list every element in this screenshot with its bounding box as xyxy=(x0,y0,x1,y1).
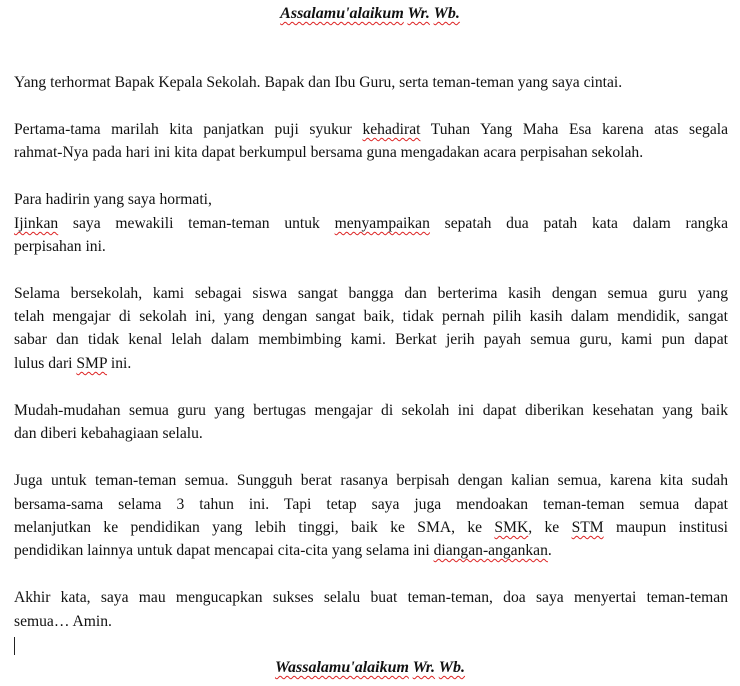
spellcheck-flagged-word: SMK xyxy=(494,519,529,536)
text-run: sabar dan tidak kenal lelah dalam membimbing kami. Berkat jerih payah semua guru, kami pun dapat xyxy=(14,331,728,348)
spellcheck-flagged-word: SMP xyxy=(76,355,108,372)
text-run: ini. xyxy=(107,355,132,372)
text-line xyxy=(14,330,728,350)
closing-greeting xyxy=(0,658,740,678)
spellcheck-flagged-word: menyampaikan xyxy=(334,215,430,232)
spellcheck-flagged-word: Wr. xyxy=(412,659,436,676)
text-line xyxy=(14,401,728,421)
text-line xyxy=(14,307,728,327)
spellcheck-flagged-word: Wb. xyxy=(433,5,460,22)
text-run: dan diberi kebahagiaan selalu. xyxy=(14,425,203,442)
text-run: saya mewakili teman-teman untuk xyxy=(58,215,335,232)
text-run: Akhir kata, saya mau mengucapkan sukses selalu buat teman-teman, doa saya menyertai teman-teman xyxy=(14,589,728,606)
text-run: maupun institusi xyxy=(603,519,728,536)
text-line xyxy=(14,143,728,163)
text-line xyxy=(14,284,728,304)
text-run: Juga untuk teman-teman semua. Sungguh berat rasanya berpisah dengan kalian semua, karena kita sudah xyxy=(14,472,728,489)
text-line xyxy=(14,471,728,491)
text-run: Pertama-tama marilah kita panjatkan puji syukur xyxy=(14,121,363,138)
text-line xyxy=(14,120,728,140)
text-line xyxy=(14,541,728,561)
text-run: sepatah dua patah kata dalam rangka xyxy=(429,215,728,232)
text-run: Selama bersekolah, kami sebagai siswa sangat bangga dan berterima kasih dengan semua guru yang xyxy=(14,285,728,302)
text-run: Para hadirin yang saya hormati, xyxy=(14,191,212,208)
text-run: Tuhan Yang Maha Esa karena atas segala xyxy=(420,121,728,138)
text-line xyxy=(14,73,728,93)
spellcheck-flagged-word: Wassalamu'alaikum xyxy=(274,659,409,676)
opening-greeting xyxy=(0,4,740,24)
text-run: semua… Amin. xyxy=(14,613,112,630)
text-run: . xyxy=(547,542,552,559)
spellcheck-flagged-word: Ijinkan xyxy=(14,215,59,232)
text-run: pendidikan lainnya untuk dapat mencapai cita-cita yang selama ini xyxy=(14,542,434,559)
text-run: perpisahan ini. xyxy=(14,238,106,255)
text-line xyxy=(14,518,728,538)
text-line xyxy=(14,190,728,210)
text-line xyxy=(14,214,728,234)
spellcheck-flagged-word: Wr. xyxy=(407,5,430,22)
text-line xyxy=(14,495,728,515)
text-line xyxy=(14,354,728,374)
text-run: melanjutkan ke pendidikan yang lebih tinggi, baik ke SMA, ke xyxy=(14,519,495,536)
text-run: telah mengajar di sekolah ini, yang dengan sangat baik, tidak pernah pilih kasih dalam mendidik, sangat xyxy=(14,308,728,325)
spellcheck-flagged-word: kehadirat xyxy=(362,121,421,138)
text-run: Yang terhormat Bapak Kepala Sekolah. Bapak dan Ibu Guru, serta teman-teman yang saya cintai. xyxy=(14,74,623,91)
text-cursor xyxy=(14,637,15,655)
text-line xyxy=(14,612,728,632)
text-line xyxy=(14,424,728,444)
spellcheck-flagged-word: Assalamu'alaikum xyxy=(280,5,404,22)
text-run: bersama-sama selama 3 tahun ini. Tapi tetap saya juga mendoakan teman-teman semua dapat xyxy=(14,496,728,513)
spellcheck-flagged-word: diangan-angankan xyxy=(433,542,548,559)
spellcheck-flagged-word: STM xyxy=(571,519,604,536)
text-run: Mudah-mudahan semua guru yang bertugas mengajar di sekolah ini dapat diberikan kesehatan yang baik xyxy=(14,402,728,419)
text-run: rahmat-Nya pada hari ini kita dapat berkumpul bersama guna mengadakan acara perpisahan sekolah. xyxy=(14,144,644,161)
text-run: lulus dari xyxy=(14,355,77,372)
text-line xyxy=(14,588,728,608)
text-line xyxy=(14,237,728,257)
text-run: , ke xyxy=(528,519,572,536)
spellcheck-flagged-word: Wb. xyxy=(438,659,466,676)
